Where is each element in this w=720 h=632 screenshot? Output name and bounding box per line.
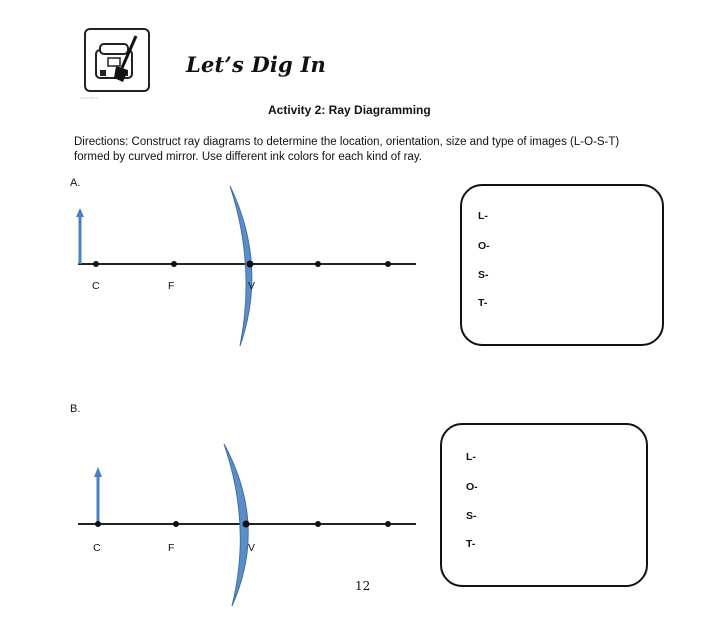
lost-orientation-b: O- bbox=[466, 481, 478, 493]
diagram-a bbox=[76, 186, 416, 346]
lost-type-b: T- bbox=[466, 538, 476, 550]
lost-type-a: T- bbox=[478, 297, 488, 309]
point-v-a bbox=[247, 261, 254, 268]
diagram-b-label: B. bbox=[70, 403, 81, 415]
page-number: 12 bbox=[355, 579, 371, 593]
lost-answer-box-b[interactable] bbox=[440, 423, 648, 587]
label-v-a: V bbox=[248, 280, 256, 292]
object-arrowhead-b bbox=[94, 467, 102, 477]
logo-caption: LET'S DIG IN bbox=[80, 96, 99, 100]
lost-size-b: S- bbox=[466, 510, 477, 522]
point-c-b bbox=[95, 521, 101, 527]
point-v-b bbox=[243, 521, 250, 528]
lost-location-b: L- bbox=[466, 451, 476, 463]
page-title: Let’s Dig In bbox=[186, 52, 326, 77]
label-c-a: C bbox=[92, 280, 100, 292]
diagram-a-label: A. bbox=[70, 177, 81, 189]
object-arrowhead-a bbox=[76, 208, 84, 217]
lost-location-a: L- bbox=[478, 210, 488, 222]
point-f-b bbox=[173, 521, 179, 527]
label-v-b: V bbox=[248, 542, 256, 554]
lost-size-a: S- bbox=[478, 269, 489, 281]
label-c-b: C bbox=[93, 542, 101, 554]
directions-text: Directions: Construct ray diagrams to determine the location, orientation, size and type of images (L-O-S-T) formed by curved mirror. Use different ink colors for each kind of ray. bbox=[74, 136, 620, 163]
label-f-b: F bbox=[168, 542, 175, 554]
point-right1-b bbox=[315, 521, 321, 527]
point-right1-a bbox=[315, 261, 321, 267]
point-right2-b bbox=[385, 521, 391, 527]
activity-title: Activity 2: Ray Diagramming bbox=[268, 103, 431, 117]
label-f-a: F bbox=[168, 280, 175, 292]
point-f-a bbox=[171, 261, 177, 267]
point-right2-a bbox=[385, 261, 391, 267]
lost-orientation-a: O- bbox=[478, 240, 490, 252]
point-c-a bbox=[93, 261, 99, 267]
lost-answer-box-a[interactable] bbox=[460, 184, 664, 346]
